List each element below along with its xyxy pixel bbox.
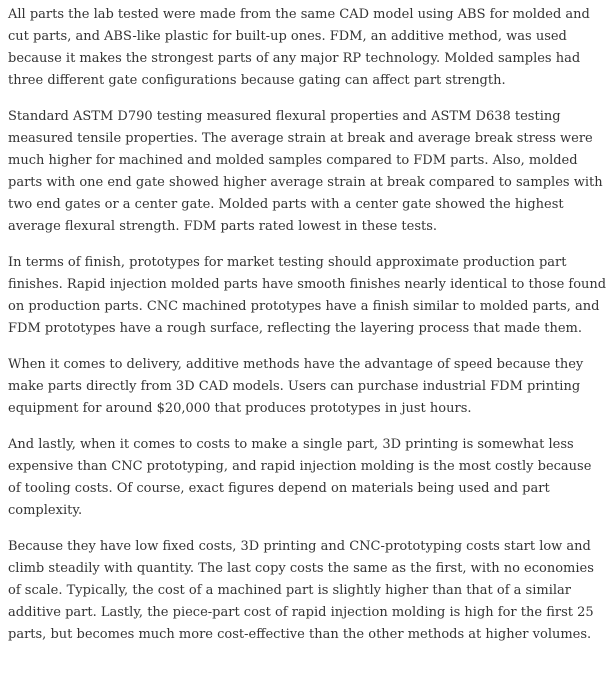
- paragraph-testing-results: Standard ASTM D790 testing measured flexural properties and ASTM D638 testing measured tensile properties. The average strain at break and average break stress were much higher for machined and molded samples compared to FDM parts. Also, molded parts with one end gate showed higher average strain at break compared to samples with two end gates or a center gate. Molded parts with a center gate showed the highest average flexural strength. FDM parts rated lowest in these tests.: [8, 109, 603, 234]
- paragraph-test-setup: All parts the lab tested were made from the same CAD model using ABS for molded and cut parts, and ABS-like plastic for built-up ones. FDM, an additive method, was used because it makes the strongest parts of any major RP technology. Molded samples had three different gate configurations because gating can affect part strength.: [8, 7, 590, 88]
- paragraph-finish: In terms of finish, prototypes for market testing should approximate production part finishes. Rapid injection molded parts have smooth finishes nearly identical to those found on production parts. CNC machined prototypes have a finish similar to molded parts, and FDM prototypes have a rough surface, reflecting the layering process that made them.: [8, 255, 607, 336]
- paragraph-delivery: When it comes to delivery, additive methods have the advantage of speed because they make parts directly from 3D CAD models. Users can purchase industrial FDM printing equipment for around $20,000 that produces prototypes in just hours.: [8, 357, 584, 416]
- paragraph-single-part-cost: And lastly, when it comes to costs to make a single part, 3D printing is somewhat less expensive than CNC prototyping, and rapid injection molding is the most costly because of tooling costs. Of course, exact figures depend on materials being used and part complexity.: [8, 437, 592, 518]
- paragraph-volume-cost: Because they have low fixed costs, 3D printing and CNC-prototyping costs start low and climb steadily with quantity. The last copy costs the same as the first, with no economies of scale. Typically, the cost of a machined part is slightly higher than that of a similar additive part. Lastly, the piece-part cost of rapid injection molding is high for the first 25 parts, but becomes much more cost-effective than the other methods at higher volumes.: [8, 539, 594, 642]
